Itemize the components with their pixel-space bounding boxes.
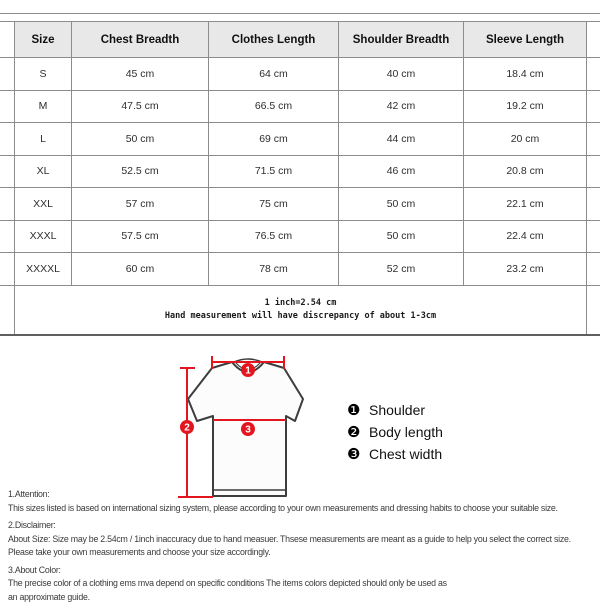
table-cell: 76.5 cm [208,221,338,253]
legend-item-body-length [347,421,443,443]
size-label: S [39,67,47,80]
table-cell: 75 cm [208,188,338,220]
table-cell: 60 cm [71,253,208,285]
table-cell: 42 cm [338,91,463,123]
attention-section [8,488,600,515]
table-cell: 40 cm [338,58,463,90]
column-header-sleeve-length: Sleeve Length [463,22,586,57]
legend-label: Body length [369,424,443,440]
table-cell: 23.2 cm [463,253,586,285]
table-row [0,221,600,254]
diagram-legend [347,399,443,465]
table-cell: 71.5 cm [208,156,338,188]
table-cell: 57.5 cm [71,221,208,253]
inch-conversion-note: 1 inch=2.54 cm [264,298,337,308]
tshirt-measurement-diagram [170,352,320,504]
size-chart-table [0,13,600,336]
table-row [0,123,600,156]
table-cell: 64 cm [208,58,338,90]
marker-1-number: 1 [245,365,251,377]
legend-label: Shoulder [369,402,426,418]
table-cell: 50 cm [338,188,463,220]
table-cell: 57 cm [71,188,208,220]
table-cell: 22.1 cm [463,188,586,220]
table-cell: 46 cm [338,156,463,188]
table-header-row [0,21,600,58]
table-cell: 45 cm [71,58,208,90]
table-cell: 44 cm [338,123,463,155]
about-color-section [8,564,600,605]
about-color-text-line2: an approximate guide. [8,591,90,602]
disclaimer-heading: 2.Disclaimer: [8,520,56,530]
table-row [0,253,600,286]
table-cell: 18.4 cm [463,58,586,90]
circled-1-icon: ❶ [347,402,361,419]
about-color-text-line1: The precise color of a clothing ems mva depend on specific conditions The items colors depicted should only be used as [8,578,447,588]
about-color-heading: 3.About Color: [8,564,61,575]
column-header-shoulder-breadth: Shoulder Breadth [338,22,463,57]
disclaimer-text-line1: About Size: Size may be 2.54cm / 1inch inaccuracy due to hand measuer. Thsese measurements are meant as a guide to help you select the correct size. [8,533,571,544]
column-header-size: Size [31,33,55,46]
marker-2-number: 2 [184,422,190,434]
table-cell: 50 cm [338,221,463,253]
table-note-row [0,286,600,336]
marker-3-number: 3 [245,424,251,436]
table-cell: 20.8 cm [463,156,586,188]
table-row [0,91,600,124]
measurement-discrepancy-note: Hand measurement will have discrepancy of about 1-3cm [164,311,437,321]
table-cell: 22.4 cm [463,221,586,253]
disclaimer-text-line2: Please take your own measurements and choose your size accordingly. [8,547,271,557]
legend-item-chest-width [347,443,443,465]
table-top-rule [0,13,600,21]
disclaimer-section [8,519,600,560]
table-cell: 69 cm [208,123,338,155]
attention-text: This sizes listed is based on international sizing system, please according to your own measurements and dressing habits to choose your suitable size. [8,502,558,513]
table-cell: 52.5 cm [71,156,208,188]
circled-2-icon: ❷ [347,424,361,441]
circled-3-icon: ❸ [347,446,361,463]
table-row [0,58,600,91]
table-cell: 20 cm [463,123,586,155]
table-cell: 52 cm [338,253,463,285]
table-cell: 66.5 cm [208,91,338,123]
legend-label: Chest width [369,446,443,462]
table-cell: 78 cm [208,253,338,285]
table-row [0,188,600,221]
notes-section [8,488,600,608]
table-cell: 50 cm [71,123,208,155]
size-label: XXL [33,197,53,210]
legend-item-shoulder [347,399,443,421]
column-header-clothes-length: Clothes Length [208,22,338,57]
attention-heading: 1.Attention: [8,489,50,499]
size-label: XXXL [29,230,57,243]
table-cell: 47.5 cm [71,91,208,123]
size-label: XL [36,165,50,178]
size-label: L [40,132,46,145]
size-label: XXXXL [26,262,60,275]
table-row [0,156,600,189]
column-header-chest-breadth: Chest Breadth [71,22,208,57]
table-cell: 19.2 cm [463,91,586,123]
size-label: M [38,100,48,113]
